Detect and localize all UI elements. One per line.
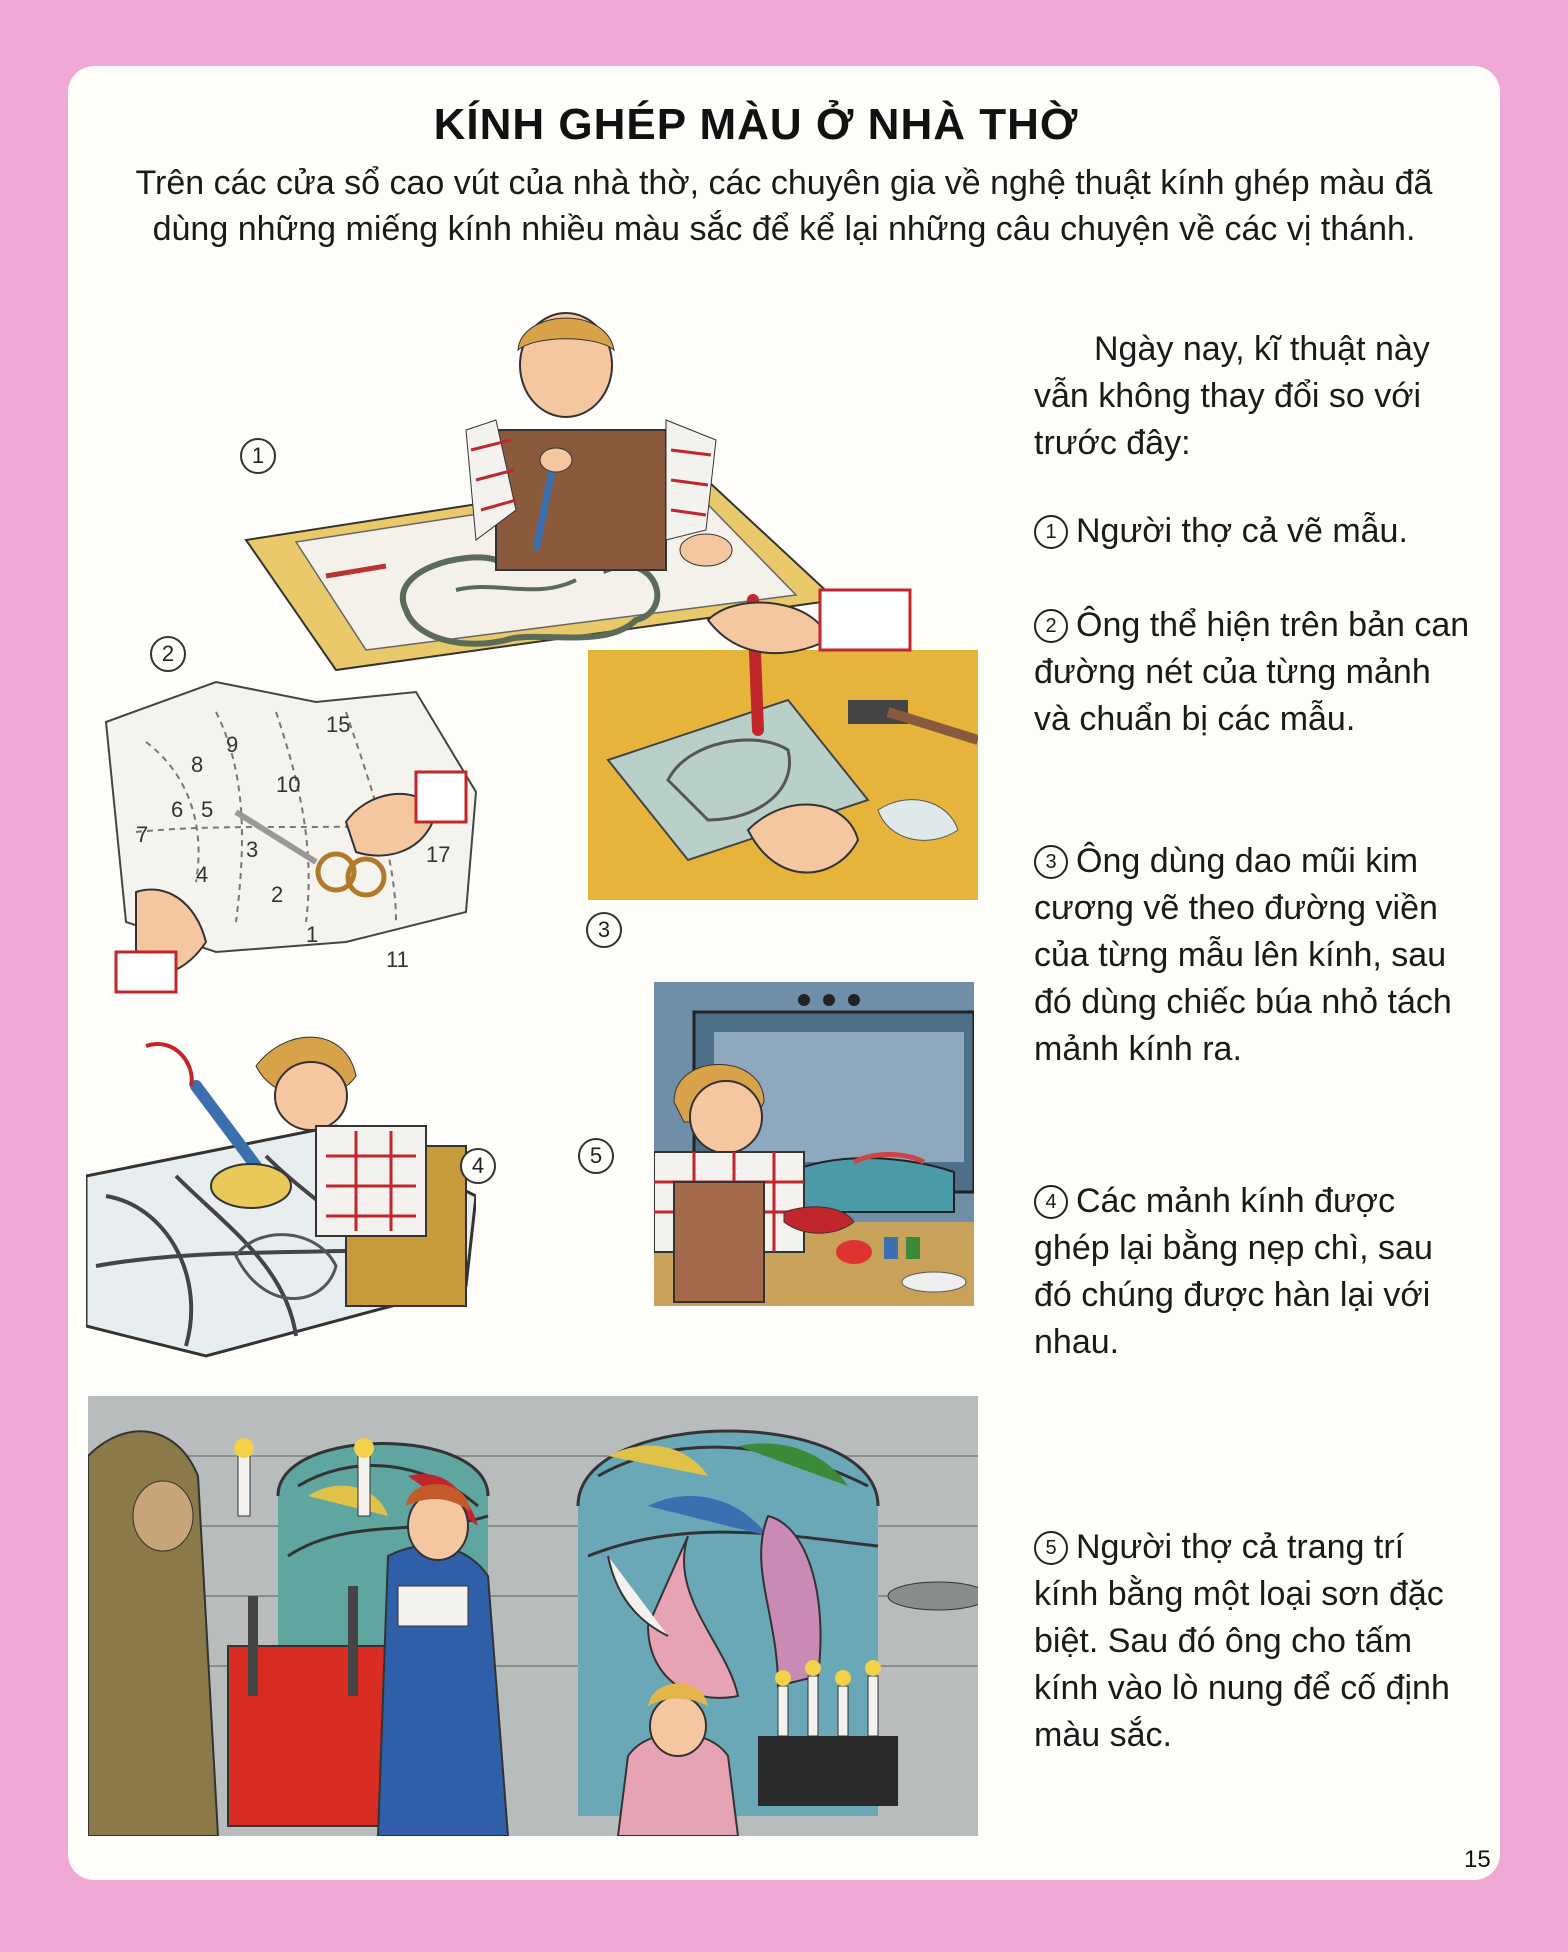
- figure-label-3: 3: [586, 912, 622, 948]
- illustration-step-2: [96, 622, 486, 1002]
- template-number: 8: [191, 752, 204, 777]
- step-number-badge: 4: [1034, 1185, 1068, 1219]
- template-number: 2: [271, 882, 284, 907]
- template-number: 11: [386, 947, 409, 972]
- step-text: Ông thể hiện trên bản can đường nét của từng mảnh và chuẩn bị các mẫu.: [1034, 606, 1470, 738]
- step-text: Người thợ cả vẽ mẫu.: [1076, 512, 1408, 550]
- illustration-step-3: [588, 580, 978, 910]
- step-number-badge: 1: [1034, 515, 1068, 549]
- lead-text: Ngày nay, kĩ thuật này vẫn không thay đổi so với trước đây:: [1034, 330, 1430, 462]
- illustration-church-interior: [88, 1396, 978, 1836]
- step-text: Các mảnh kính được ghép lại bằng nẹp chì, sau đó chúng được hàn lại với nhau.: [1034, 1182, 1433, 1361]
- template-number: 3: [246, 837, 259, 862]
- illustration-step-4: [86, 1026, 476, 1366]
- step-number-badge: 2: [1034, 609, 1068, 643]
- template-number: 5: [201, 797, 214, 822]
- figure-label-1: 1: [240, 438, 276, 474]
- page-number: 15: [1464, 1846, 1491, 1873]
- template-number: 9: [226, 732, 239, 757]
- lead-paragraph: [1034, 326, 1474, 467]
- page-title: KÍNH GHÉP MÀU Ở NHÀ THỜ: [433, 100, 1079, 149]
- figure-label-4: 4: [460, 1148, 496, 1184]
- template-number: 6: [171, 797, 184, 822]
- step-5: [1034, 1524, 1474, 1759]
- template-number: 7: [136, 822, 149, 847]
- figure-label-2: 2: [150, 636, 186, 672]
- step-4: [1034, 1178, 1474, 1366]
- step-text: Người thợ cả trang trí kính bằng một loại sơn đặc biệt. Sau đó ông cho tấm kính vào lò nung để cố định màu sắc.: [1034, 1528, 1450, 1754]
- step-2: [1034, 602, 1474, 743]
- step-text: Ông dùng dao mũi kim cương vẽ theo đường viền của từng mẫu lên kính, sau đó dùng chiếc búa nhỏ tách mảnh kính ra.: [1034, 842, 1452, 1068]
- template-number: 10: [276, 772, 301, 797]
- step-number-badge: 3: [1034, 845, 1068, 879]
- step-1: [1034, 508, 1474, 555]
- template-number: 15: [326, 712, 351, 737]
- step-number-badge: 5: [1034, 1531, 1068, 1565]
- intro-paragraph: Trên các cửa sổ cao vút của nhà thờ, các chuyên gia về nghệ thuật kính ghép màu đã dùng những miếng kính nhiều màu sắc để kể lại những câu chuyện về các vị thánh.: [135, 164, 1433, 248]
- illustration-step-5: [654, 982, 974, 1306]
- template-number: 4: [196, 862, 209, 887]
- template-number: 17: [426, 842, 451, 867]
- page-sheet: [68, 66, 1500, 1880]
- step-3: [1034, 838, 1474, 1073]
- figure-label-5: 5: [578, 1138, 614, 1174]
- template-number: 1: [306, 922, 319, 947]
